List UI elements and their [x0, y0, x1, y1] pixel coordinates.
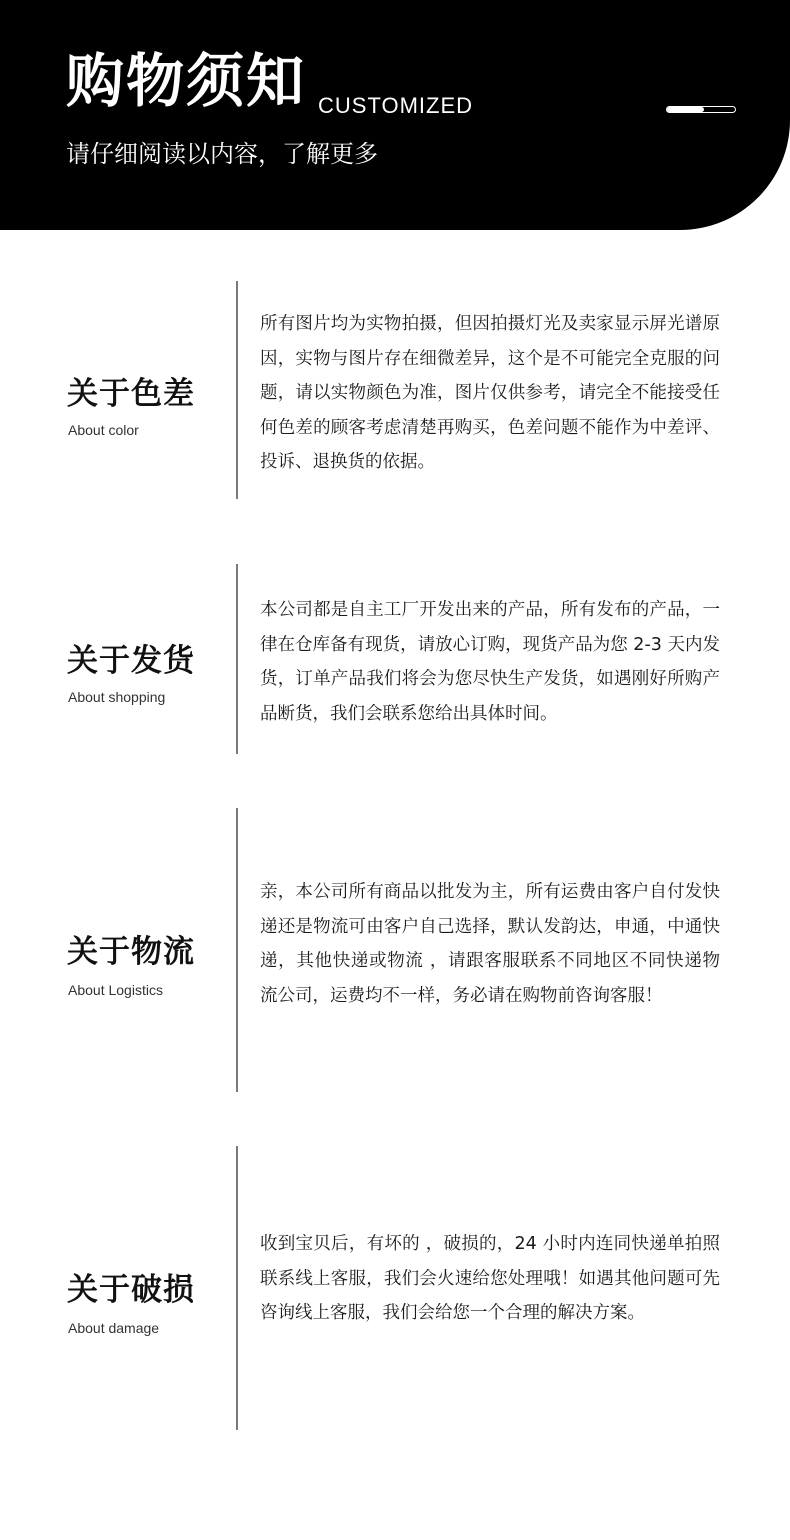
section-title: 关于物流 — [67, 934, 195, 970]
header-banner — [0, 0, 790, 230]
section-subtitle-en: About Logistics — [68, 982, 163, 998]
progress-fill — [667, 107, 704, 112]
section-body: 本公司都是自主工厂开发出来的产品，所有发布的产品，一律在仓库备有现货，请放心订购，现货产品为您 2-3 天内发货，订单产品我们将会为您尽快生产发货，如遇刚好所购产品断货，我们会联系您给出具体时间。 — [260, 600, 720, 724]
section-subtitle-en: About color — [68, 422, 139, 438]
section-subtitle-en: About damage — [68, 1320, 160, 1336]
page-subtitle: 请仔细阅读以内容，了解更多 — [66, 140, 378, 168]
section-body: 亲，本公司所有商品以批发为主，所有运费由客户自付发快递还是物流可由客户自己选择，默认发韵达，申通，中通快递，其他快递或物流 ，请跟客服联系不同地区不同快递物流公司，运费均不一样，务必请在购物前咨询客服！ — [260, 882, 720, 1006]
section-divider — [236, 281, 238, 499]
section-title: 关于色差 — [67, 376, 195, 412]
section-body: 所有图片均为实物拍摄，但因拍摄灯光及卖家显示屏光谱原因，实物与图片存在细微差异，这个是不可能完全克服的问题，请以实物颜色为准，图片仅供参考，请完全不能接受任何色差的顾客考虑清楚再购买，色差问题不能作为中差评、投诉、退换货的依据。 — [260, 314, 720, 472]
section-divider — [236, 564, 238, 754]
page-title: 购物须知 — [66, 47, 307, 115]
page-title-en: CUSTOMIZED — [318, 93, 474, 118]
section-body: 收到宝贝后，有坏的 ，破损的，24 小时内连同快递单拍照联系线上客服，我们会火速给您处理哦！如遇其他问题可先咨询线上客服，我们会给您一个合理的解决方案。 — [260, 1234, 720, 1323]
section-title: 关于破损 — [67, 1272, 195, 1308]
progress-indicator — [666, 106, 736, 113]
section-divider — [236, 1146, 238, 1430]
section-title: 关于发货 — [67, 643, 195, 679]
section-divider — [236, 808, 238, 1092]
section-subtitle-en: About shopping — [68, 689, 166, 705]
